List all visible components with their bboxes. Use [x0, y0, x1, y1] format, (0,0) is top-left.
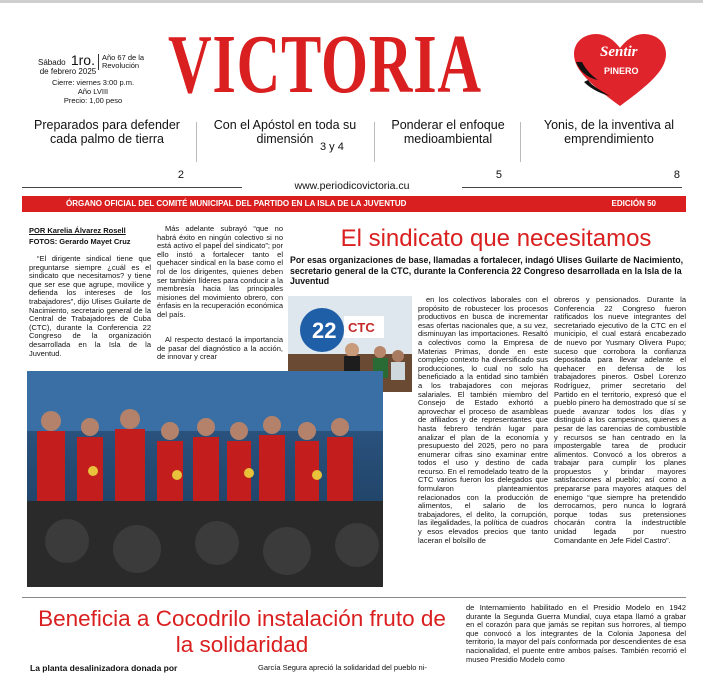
- price: Precio: 1,00 peso: [63, 96, 123, 105]
- article-headline: El sindicato que necesitamos: [340, 225, 652, 252]
- top-rule: [0, 0, 703, 3]
- banner-text: ÓRGANO OFICIAL DEL COMITÉ MUNICIPAL DEL PARTIDO EN LA ISLA DE LA JUVENTUD: [66, 199, 407, 208]
- teaser-page: 8: [673, 169, 680, 181]
- article-subheadline: Por esas organizaciones de base, llamadas a fortalecer, indagó Ulises Guilarte de Nacimiento, secretario general de la CTC, durante la Conferencia 22 Congreso desarrollada en la Isla de la Juventud: [290, 255, 684, 286]
- issue-day: Sábado: [38, 58, 66, 67]
- issue-day-number: 1ro.: [70, 52, 95, 68]
- edition-number: EDICIÓN 50: [611, 199, 656, 208]
- section-divider: [22, 597, 686, 598]
- teaser-item[interactable]: [22, 118, 192, 182]
- second-column-2: García Segura apreció la solidaridad del pueblo ni-: [258, 663, 427, 672]
- photo-credit: FOTOS: Gerardo Mayet Cruz: [29, 237, 131, 246]
- second-column-3: de Internamiento habilitado en el Presidio Modelo en 1942 durante la Segunda Guerra Mundial, cuya etapa llamó a grabar en el corazón para que jamás se repitan sus horrores, al tiempo que convocó a los integrantes de la Colonia Japonesa del territorio, la mayor del país conformada por descendientes de esa nacionalidad, el puente entre ambos países. También recorrió el museo Presidio Modelo como: [466, 603, 686, 664]
- teaser-item[interactable]: [524, 118, 694, 182]
- article-column-1: “El dirigente sindical tiene que preguntarse siempre ¿cuál es el sindicato que necesitamos? y tiene que ser ese que agrupe, movilice y defienda los intereses de los trabajadores”, dijo Ulises Guilarte de Nacimiento, secretario general de la Central de Trabajadores de Cuba (CTC), durante la Conferencia 22 Congreso de la organización desarrollada en la Isla de la Juventud.: [29, 254, 151, 358]
- teaser-page: 5: [495, 169, 502, 181]
- logo-word: PINERO: [604, 66, 639, 76]
- website-url[interactable]: www.periodicovictoria.cu: [22, 180, 682, 194]
- teaser-text: Ponderar el enfoque medioambiental: [391, 118, 505, 146]
- closing-time: Cierre: viernes 3:00 p.m.: [51, 78, 135, 87]
- teaser-text: Con el Apóstol en toda su dimensión: [213, 118, 357, 146]
- date-block: [34, 54, 152, 105]
- teaser-text: Preparados para defender cada palmo de tierra: [34, 118, 180, 146]
- issue-month-year: de febrero 2025: [39, 67, 97, 76]
- svg-text:22: 22: [312, 318, 337, 343]
- logo-script: Sentir: [600, 44, 638, 60]
- svg-text:CTC: CTC: [348, 320, 375, 335]
- teaser-page: 3 y 4: [320, 141, 344, 153]
- second-headline: Beneficia a Cocodrilo instalación fruto de la solidaridad: [38, 606, 446, 657]
- teaser-divider: [520, 122, 521, 162]
- revolution-year: Año 67 de la Revolución: [98, 54, 148, 70]
- second-subheadline: La planta desalinizadora donada por: [30, 663, 178, 673]
- teaser-strip: [0, 118, 703, 182]
- teaser-page: 2: [177, 169, 184, 181]
- byline: [29, 225, 149, 247]
- teaser-divider: [374, 122, 375, 162]
- author: POR Karelia Álvarez Rosell: [29, 226, 126, 235]
- newspaper-title: VICTORIA: [168, 18, 482, 111]
- sentir-pinero-logo: [570, 32, 670, 108]
- teaser-item[interactable]: [200, 118, 370, 182]
- article-column-2b: Al respecto destacó la importancia de pasar del diagnóstico a la acción, de innovar y crear: [157, 335, 283, 362]
- teaser-text: Yonis, de la inventiva al emprendimiento: [543, 118, 675, 146]
- article-column-4: obreros y pensionados. Durante la Conferencia 22 Congreso fueron ratificados los nueve integrantes del secretariado ejecutivo de la CTC en el municipio, el cual estará encabezado de nuevo por Yusmary Olivera Pupo; suceso que corrobora la confianza depositada para llevar adelante el quehacer en defensa de los trabajadores pineros. Osbel Lorenzo Rodríguez, primer secretario del Partido en el territorio, expresó que el pueblo pinero ha demostrado que sí se puede avanzar todos los días y distinguió a los campesinos, quienes a pesar de las carencias de combustible y recursos se han centrado en la impostergable tarea de producir alimentos. Convocó a los obreros a trabajar para cumplir los planes propuestos y brindar mayores satisfacciones al pueblo; así como a prepararse para mayores ataques del enemigo “que siempre ha pretendido derrocarnos, pero nunca lo logrará porque todas sus pretensiones chocarán contra la indestructible unidad legada por nuestro Comandante en Jefe Fidel Castro”.: [554, 295, 686, 545]
- volume: Año LVIII: [77, 87, 109, 96]
- official-banner: [22, 196, 686, 212]
- teaser-divider: [196, 122, 197, 162]
- delegates-photo: [27, 371, 383, 587]
- article-column-3: en los colectivos laborales con el propósito de robustecer los procesos productivos en busca de incrementar esas ofertas nacionales que, a su vez, disminuyan las importaciones. Resaltó a colectivos como la Empresa de Materias Primas, donde en este complejo contexto ha diversificado sus producciones, lo cual no solo ha beneficiado a la entidad sino también a los trabajadores con mejoras salariales. El también miembro del Consejo de Estado exhortó a aprovechar el proceso de asambleas de afiliados y de representantes que hasta febrero tendrán lugar para analizar el plan de la economía y presupuesto del 2025, pero no para enumerar cifras sino examinar entre todos el uso y destino de cada recurso. En el remodelado teatro de la CTC varios fueron los delegados que formularon planteamientos relacionados con la producción de alimentos, el salario de los trabajadores, el delito, la corrupción, las ilegalidades, la política de cuadros y esos elevados precios que tanto laceran el bolsillo de: [418, 295, 548, 545]
- article-column-2a: Más adelante subrayó “que no habrá éxito en ningún colectivo si no está activo el papel del sindicato”; por ello instó a fortalecer tanto el quehacer sindical en la base como el rol de los dirigentes, quienes deben ser también líderes para conducir a la membresía hacia las principales misiones del movimiento obrero, con énfasis en la recuperación económica del país.: [157, 224, 283, 319]
- teaser-item[interactable]: [378, 118, 518, 182]
